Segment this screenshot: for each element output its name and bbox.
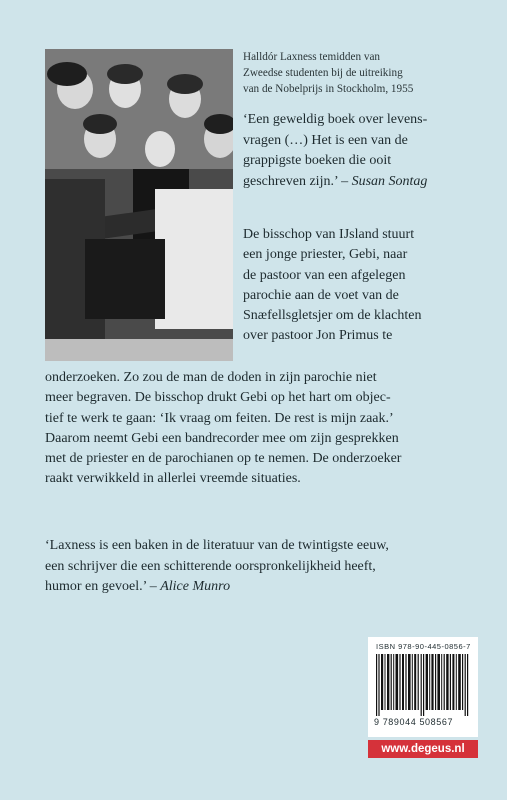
author-photo — [45, 49, 233, 361]
munro-quote — [45, 536, 485, 598]
blurb-right-column — [243, 225, 483, 347]
blurb-line: onderzoeken. Zo zou de man de doden in zijn parochie niet — [45, 370, 377, 385]
blurb-full-width — [45, 368, 485, 490]
sontag-quote — [243, 110, 483, 192]
quote-text: humor en gevoel.’ – — [45, 579, 157, 594]
quote-author: Susan Sontag — [351, 173, 428, 189]
isbn-label: ISBN 978-90-445-0856-7 — [376, 642, 471, 651]
quote-line: ‘Een geweldig boek over levens- — [243, 112, 428, 127]
blurb-line: tief te werk te gaan: ‘Ik vraag om feiten. De rest is mijn zaak.’ — [45, 410, 394, 426]
photo-caption — [243, 49, 478, 97]
quote-line — [45, 577, 485, 598]
caption-line: van de Nobelprijs in Stockholm, 1955 — [243, 83, 414, 95]
blurb-line: Snæfellsgletsjer om de klachten — [243, 308, 422, 324]
blurb-line: de pastoor van een afgelegen — [243, 267, 406, 283]
blurb-line: De bisschop van IJsland stuurt — [243, 227, 415, 242]
caption-line: Zweedse studenten bij de uitreiking — [243, 67, 403, 79]
blurb-line: raakt verwikkeld in allerlei vreemde situaties. — [45, 471, 301, 487]
quote-line — [243, 172, 483, 193]
caption-line: Halldór Laxness temidden van — [243, 51, 381, 63]
blurb-line: meer begraven. De bisschop drukt Gebi op het hart om objec- — [45, 390, 391, 406]
isbn-barcode-box — [368, 637, 478, 737]
blurb-line: parochie aan de voet van de — [243, 287, 399, 303]
quote-line: vragen (…) Het is een van de — [243, 132, 408, 148]
publisher-url[interactable]: www.degeus.nl — [368, 740, 478, 758]
barcode-icon — [376, 654, 470, 716]
blurb-line: Daarom neemt Gebi een bandrecorder mee om zijn gesprekken — [45, 430, 399, 446]
quote-line: grappigste boeken die ooit — [243, 153, 392, 168]
blurb-line: een jonge priester, Gebi, naar — [243, 247, 408, 263]
blurb-line: met de priester en de parochianen op te nemen. De onderzoeker — [45, 451, 402, 467]
barcode-number: 9 789044 508567 — [374, 717, 454, 727]
quote-text: geschreven zijn.’ – — [243, 173, 349, 189]
quote-line: ‘Laxness is een baken in de literatuur van de twintigste eeuw, — [45, 538, 389, 553]
quote-author: Alice Munro — [160, 579, 231, 594]
blurb-line: over pastoor Jon Primus te — [243, 328, 393, 344]
quote-line: een schrijver die een schitterende oorspronkelijkheid heeft, — [45, 558, 376, 574]
